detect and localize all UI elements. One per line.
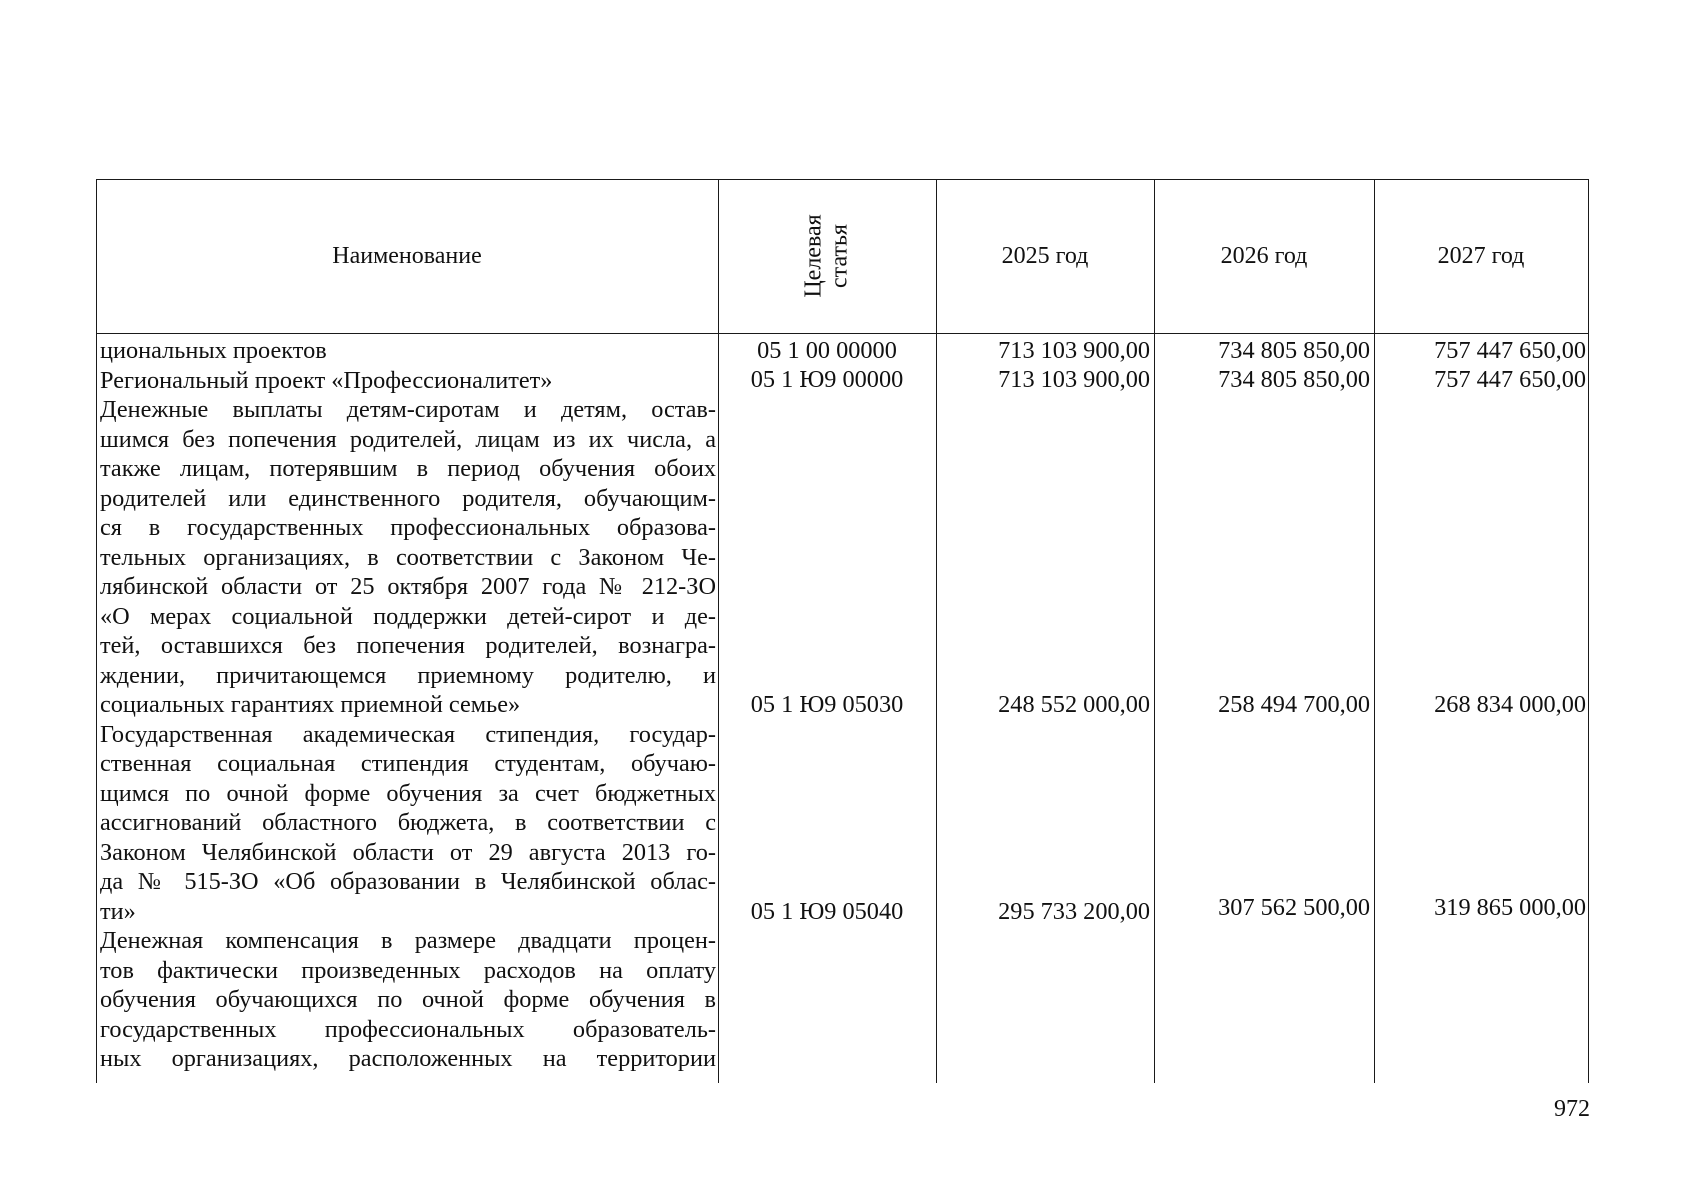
name-line: родителей или единственного родителя, обучающим-	[100, 484, 716, 512]
header-2025	[936, 179, 1154, 333]
row-amount-2025: 295 733 200,00	[998, 898, 1150, 925]
name-line: тельных организациях, в соответствии с Законом Че-	[100, 543, 716, 571]
name-column-text	[100, 336, 716, 1074]
header-2027-label: 2027 год	[1437, 242, 1525, 269]
row-amount-2027: 268 834 000,00	[1434, 691, 1586, 718]
row-amount-2026: 258 494 700,00	[1218, 691, 1370, 718]
header-code-rotated	[801, 214, 853, 297]
name-line: Региональный проект «Профессионалитет»	[100, 366, 553, 394]
name-line: ся в государственных профессиональных образова-	[100, 514, 716, 541]
header-name-label: Наименование	[332, 242, 482, 269]
name-line: Законом Челябинской области от 29 августа 2013 го-	[100, 838, 716, 866]
header-code-line1: Целевая	[800, 214, 827, 298]
name-line: тов фактически произведенных расходов на оплату	[100, 956, 716, 984]
header-2027	[1374, 179, 1588, 333]
name-line: шимся без попечения родителей, лицам из их числа, а	[100, 425, 716, 453]
page-number: 972	[1554, 1096, 1590, 1122]
row-code: 05 1 00 00000	[757, 337, 897, 364]
header-bottom-border	[96, 333, 1589, 334]
header-code-line2: статья	[826, 224, 853, 288]
row-code: 05 1 Ю9 05040	[750, 898, 904, 925]
name-line: да № 515-ЗО «Об образовании в Челябинской облас-	[100, 868, 716, 895]
header-2025-label: 2025 год	[1001, 242, 1089, 269]
row-code: 05 1 Ю9 05030	[750, 691, 904, 718]
row-amount-2027: 757 447 650,00	[1434, 337, 1586, 364]
header-code	[718, 179, 936, 333]
row-amount-2026: 734 805 850,00	[1218, 366, 1370, 393]
name-line: обучения обучающихся по очной форме обучения в	[100, 986, 716, 1013]
budget-table	[96, 179, 1589, 1083]
name-line: циональных проектов	[100, 337, 327, 364]
row-amount-2025: 248 552 000,00	[998, 691, 1150, 718]
row-amount-2025: 713 103 900,00	[998, 337, 1150, 364]
header-2026	[1154, 179, 1374, 333]
row-amount-2026: 734 805 850,00	[1218, 337, 1370, 364]
row-amount-2025: 713 103 900,00	[998, 366, 1150, 393]
name-line: Денежные выплаты детям-сиротам и детям, остав-	[100, 396, 716, 423]
name-line: ных организациях, расположенных на территории	[100, 1045, 716, 1072]
header-name	[96, 179, 718, 333]
name-line: ти»	[100, 897, 136, 925]
row-code: 05 1 Ю9 00000	[750, 366, 904, 393]
row-amount-2026: 307 562 500,00	[1218, 894, 1370, 921]
name-line: Государственная академическая стипендия, государ-	[100, 720, 716, 748]
name-line: социальных гарантиях приемной семье»	[100, 691, 521, 718]
name-line: ждении, причитающемся приемному родителю, и	[100, 661, 716, 689]
name-line: Денежная компенсация в размере двадцати процен-	[100, 927, 716, 954]
name-line: государственных профессиональных образователь-	[100, 1015, 716, 1043]
name-line: ассигнований областного бюджета, в соответствии с	[100, 809, 716, 836]
header-2026-label: 2026 год	[1220, 242, 1308, 269]
name-line: «О мерах социальной поддержки детей-сирот и де-	[100, 602, 716, 630]
row-amount-2027: 757 447 650,00	[1434, 366, 1586, 393]
name-line: тей, оставшихся без попечения родителей, вознагра-	[100, 632, 716, 659]
name-line: лябинской области от 25 октября 2007 года № 212-ЗО	[100, 573, 716, 600]
name-line: ственная социальная стипендия студентам, обучаю-	[100, 750, 716, 777]
name-line: щимся по очной форме обучения за счет бюджетных	[100, 779, 716, 807]
row-amount-2027: 319 865 000,00	[1434, 894, 1586, 921]
column-divider	[1588, 179, 1589, 1083]
name-line: также лицам, потерявшим в период обучения обоих	[100, 455, 716, 482]
